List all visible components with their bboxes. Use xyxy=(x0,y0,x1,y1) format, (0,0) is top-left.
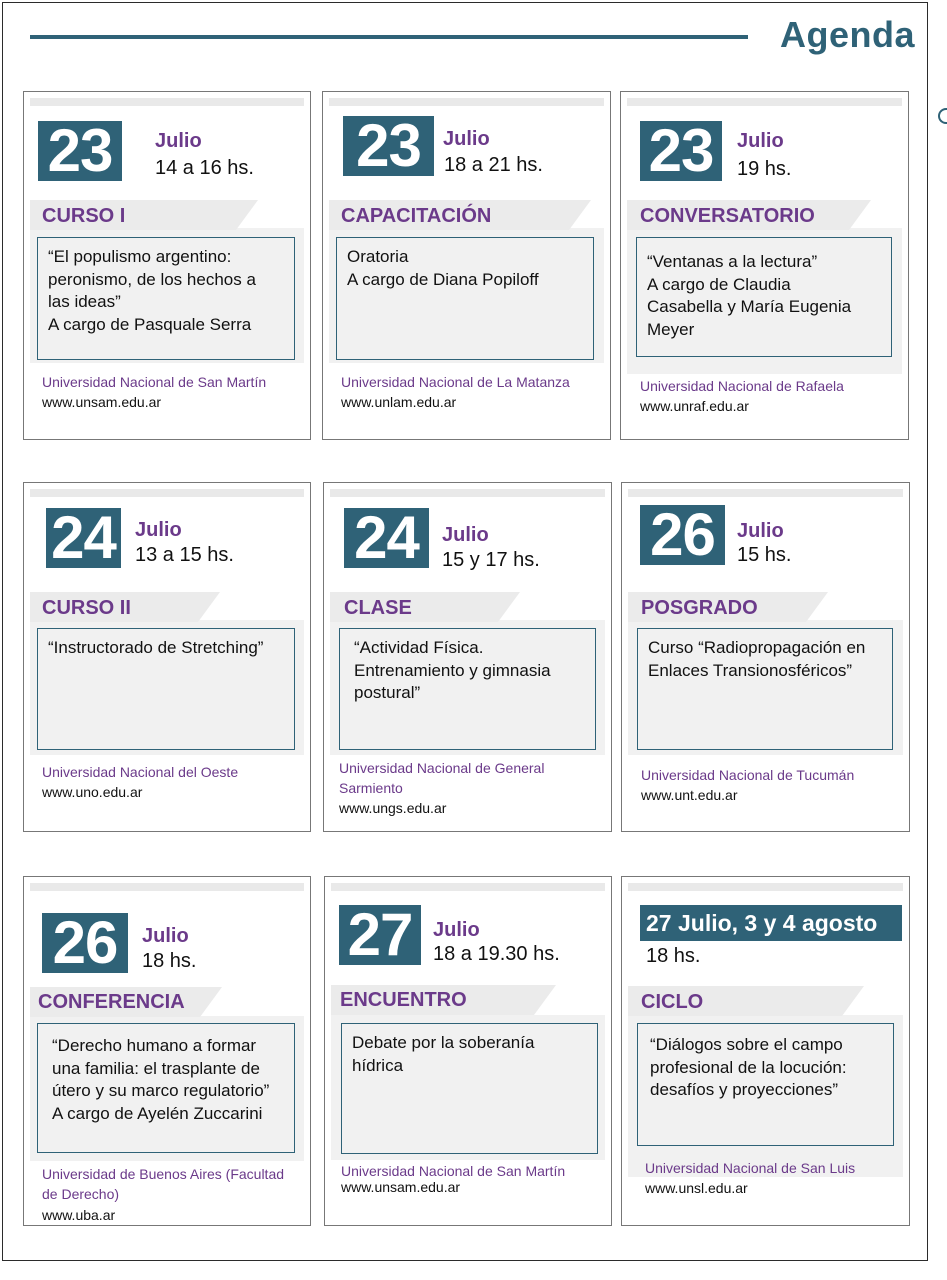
event-day: 24 xyxy=(344,508,429,568)
event-month: Julio xyxy=(135,519,182,541)
event-url: www.unraf.edu.ar xyxy=(640,398,749,414)
page-edge-mark xyxy=(938,108,947,124)
event-url: www.unsam.edu.ar xyxy=(341,1179,461,1195)
event-description: “El populismo argentino: peronismo, de los hechos a las ideas” A cargo de Pasquale Serra xyxy=(37,237,295,360)
event-time: 15 y 17 hs. xyxy=(442,549,540,571)
event-card-curso-i xyxy=(23,91,311,440)
event-description: “Ventanas a la lectura” A cargo de Claudia Casabella y María Eugenia Meyer xyxy=(636,237,892,357)
event-category: CONVERSATORIO xyxy=(640,205,815,227)
event-category: CURSO II xyxy=(42,597,131,619)
event-description: “Derecho humano a formar una familia: el trasplante de útero y su marco regulatorio” A cargo de Ayelén Zuccarini xyxy=(37,1023,295,1153)
event-category: CLASE xyxy=(344,597,412,619)
event-url: www.unsl.edu.ar xyxy=(645,1180,748,1196)
event-institution: Universidad Nacional de San Martín xyxy=(341,1163,566,1179)
event-month: Julio xyxy=(737,520,784,542)
event-url: www.uba.ar xyxy=(42,1207,116,1223)
event-url: www.unt.edu.ar xyxy=(641,787,738,803)
event-day: 24 xyxy=(46,508,121,568)
event-time: 13 a 15 hs. xyxy=(135,544,234,566)
event-institution: Universidad Nacional de General Sarmiento xyxy=(339,760,545,796)
event-category: CAPACITACIÓN xyxy=(341,205,492,227)
event-card-conferencia xyxy=(23,876,311,1226)
event-description: “Diálogos sobre el campo profesional de la locución: desafíos y proyecciones” xyxy=(637,1023,894,1146)
event-card-conversatorio xyxy=(620,91,909,440)
event-month: Julio xyxy=(737,130,784,152)
event-time: 18 a 19.30 hs. xyxy=(433,943,560,965)
event-institution: Universidad Nacional de San Luis xyxy=(645,1160,856,1176)
event-card-clase xyxy=(323,482,612,832)
event-month: Julio xyxy=(155,130,202,152)
event-time: 18 hs. xyxy=(142,950,197,972)
event-time: 19 hs. xyxy=(737,158,792,180)
event-time: 18 hs. xyxy=(646,945,701,967)
event-category: CICLO xyxy=(641,991,704,1013)
event-url: www.unlam.edu.ar xyxy=(341,394,457,410)
event-date-range: 27 Julio, 3 y 4 agosto xyxy=(640,905,902,941)
event-time: 14 a 16 hs. xyxy=(155,157,254,179)
event-day: 27 xyxy=(339,905,421,965)
event-url: www.unsam.edu.ar xyxy=(42,394,162,410)
event-institution: Universidad Nacional de Tucumán xyxy=(641,767,855,783)
event-card-capacitacion xyxy=(322,91,611,440)
page-title: Agenda xyxy=(780,14,916,55)
event-institution: Universidad Nacional del Oeste xyxy=(42,764,239,780)
event-month: Julio xyxy=(442,524,489,546)
event-institution: Universidad Nacional de La Matanza xyxy=(341,374,570,390)
event-description: Curso “Radiopropagación en Enlaces Transionosféricos” xyxy=(637,628,893,750)
event-description: “Actividad Física. Entrenamiento y gimnasia postural” xyxy=(339,628,596,750)
event-time: 15 hs. xyxy=(737,544,792,566)
event-description: Debate por la soberanía hídrica xyxy=(341,1023,598,1154)
event-day: 23 xyxy=(343,116,434,176)
event-card-ciclo xyxy=(621,876,910,1226)
event-month: Julio xyxy=(142,925,189,947)
event-category: ENCUENTRO xyxy=(340,989,467,1011)
event-category: CURSO I xyxy=(42,205,126,227)
event-category: POSGRADO xyxy=(641,597,758,619)
event-card-posgrado xyxy=(621,482,910,832)
event-description: Oratoria A cargo de Diana Popiloff xyxy=(336,237,594,360)
event-day: 23 xyxy=(38,121,122,181)
event-category: CONFERENCIA xyxy=(38,991,185,1013)
event-url: www.uno.edu.ar xyxy=(42,784,143,800)
event-description: “Instructorado de Stretching” xyxy=(37,628,295,750)
event-month: Julio xyxy=(433,919,480,941)
event-day: 26 xyxy=(42,913,128,973)
event-time: 18 a 21 hs. xyxy=(444,154,543,176)
event-institution: Universidad Nacional de San Martín xyxy=(42,374,267,390)
event-month: Julio xyxy=(443,128,490,150)
event-card-curso-ii xyxy=(23,482,311,832)
event-url: www.ungs.edu.ar xyxy=(339,800,447,816)
event-institution: Universidad Nacional de Rafaela xyxy=(640,378,844,394)
event-card-encuentro xyxy=(324,876,612,1226)
header-rule xyxy=(30,35,748,39)
event-institution: Universidad de Buenos Aires (Facultad de Derecho) xyxy=(42,1166,285,1202)
event-day: 23 xyxy=(640,121,722,181)
event-day: 26 xyxy=(640,505,725,565)
